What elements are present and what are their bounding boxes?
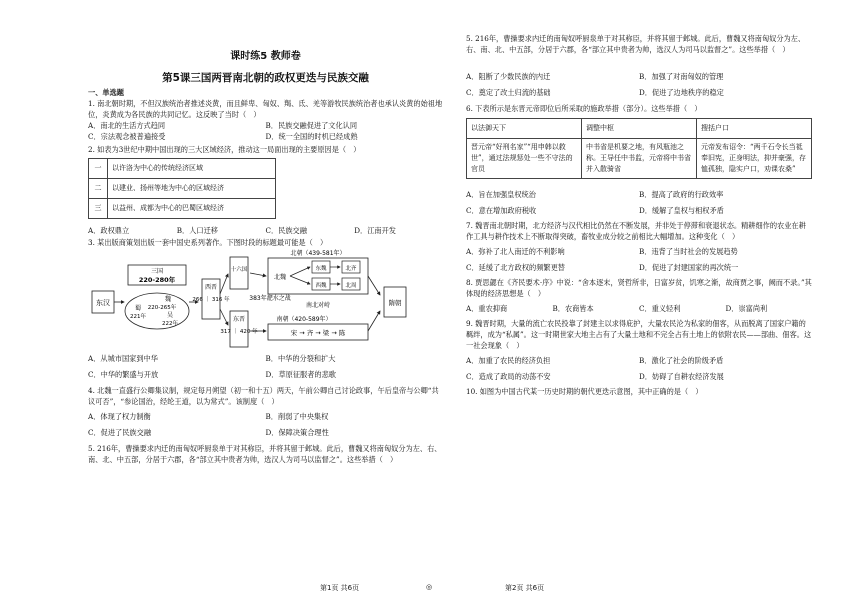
q3-option-a[interactable]: A．从城市国家到中华 bbox=[88, 354, 158, 363]
q7-option-b[interactable]: B．违背了当时社会的发展趋势 bbox=[639, 247, 738, 256]
q2-option-a[interactable]: A．政权鼎立 bbox=[88, 226, 130, 235]
nanchao-label: 南朝（420-589年） bbox=[276, 316, 332, 323]
q2-option-c[interactable]: C．民族交融 bbox=[265, 226, 307, 235]
dongwei-label: 东魏 bbox=[315, 266, 327, 272]
q4-stem: 4. 北魏一直盛行公卿集议制，规定每月朔望（初一和十五）两天，午前公卿自己讨论政事，午后皇帝与公卿“共议可否”，“参论国治，经纶王道，以为常式”。该制度（ ） bbox=[88, 386, 439, 406]
shiliu-label: 十六国 bbox=[230, 267, 248, 273]
table-row bbox=[89, 159, 276, 179]
table-row bbox=[89, 199, 276, 219]
donghan-label: 东汉 bbox=[96, 299, 110, 307]
shu-years: 221年 bbox=[130, 314, 146, 320]
left-column bbox=[88, 0, 443, 464]
xijin-years: 266 ｜ 316 年 bbox=[192, 297, 230, 303]
xiwei-label: 西魏 bbox=[315, 283, 327, 289]
sanguo-years: 220-280年 bbox=[138, 276, 176, 284]
q9-options-row2 bbox=[466, 371, 812, 382]
page-number-left: 第1页 共6页 bbox=[320, 584, 360, 592]
q5-option-b[interactable]: B．加强了对南匈奴的管理 bbox=[639, 72, 724, 81]
q5-options-row2 bbox=[466, 87, 812, 98]
q2-option-d[interactable]: D．江南开发 bbox=[354, 226, 396, 235]
q6-option-d[interactable]: D．缓解了皇权与相权矛盾 bbox=[639, 206, 724, 215]
q5-stem-continued bbox=[466, 34, 812, 66]
q1-options-row1 bbox=[88, 120, 443, 131]
xijin-label: 西晋 bbox=[204, 284, 218, 291]
q2-row-num: 三 bbox=[89, 199, 108, 219]
page-number-right: 第2页 共6页 bbox=[505, 584, 545, 592]
right-column bbox=[466, 34, 812, 397]
q3-option-c[interactable]: C．中华的繁盛与开放 bbox=[88, 370, 159, 379]
q7-option-a[interactable]: A．弥补了北人南迁的不利影响 bbox=[466, 247, 565, 256]
beiqi-label: 北齐 bbox=[345, 266, 357, 272]
q4-options-row1 bbox=[88, 411, 443, 422]
q8-option-b[interactable]: B．农商皆本 bbox=[552, 304, 594, 313]
q1-option-d[interactable]: D．统一全国的时机已经成熟 bbox=[265, 132, 358, 141]
q8-options bbox=[466, 303, 812, 314]
q6-option-c[interactable]: C．意在增加政府税收 bbox=[466, 206, 537, 215]
q9-option-a[interactable]: A．加重了农民的经济负担 bbox=[466, 356, 551, 365]
shu-label: 蜀 bbox=[134, 305, 142, 312]
wei-years: 220-265年 bbox=[147, 305, 177, 311]
q4-option-a[interactable]: A．体现了权力制衡 bbox=[88, 412, 151, 421]
q8-stem: 8. 贾思勰在《齐民要术·序》中说：“舍本逐末，贤哲所非，日富岁贫，饥寒之渐，故商贾之事，阙而不录。”其体现的经济思想是（ ） bbox=[466, 278, 812, 298]
q3-option-d[interactable]: D．草原征服者的悲歌 bbox=[265, 370, 336, 379]
q6-option-a[interactable]: A．旨在加强皇权统治 bbox=[466, 190, 536, 199]
q4-options-row2 bbox=[88, 427, 443, 438]
q1-option-c[interactable]: C．宗法观念被普遍接受 bbox=[88, 132, 166, 141]
q1-options-row2 bbox=[88, 131, 443, 142]
q4-option-b[interactable]: B．削弱了中央集权 bbox=[265, 412, 329, 421]
beiwei-label: 北魏 bbox=[273, 274, 287, 281]
q9-option-b[interactable]: B．激化了社会的阶级矛盾 bbox=[639, 356, 724, 365]
q6-head: 搜括户口 bbox=[697, 119, 812, 139]
q1-stem: 1. 南北朝时期，不但汉族统治者推述炎黄，而且鲜卑、匈奴、羯、氐、羌等游牧民族统治者也承认炎黄的始祖地位，炎黄成为各民族的共同记忆。这反映了当时（ ） bbox=[88, 99, 443, 119]
q9-option-c[interactable]: C．造成了政局的动荡不安 bbox=[466, 372, 551, 381]
page-center-mark: ◎ bbox=[426, 583, 433, 591]
sanguo-label: 三国 bbox=[150, 268, 164, 275]
q8-option-a[interactable]: A．重农抑商 bbox=[466, 304, 508, 313]
q8-option-d[interactable]: D．崇富尚利 bbox=[725, 304, 768, 313]
q1-option-b[interactable]: B．民族交融促进了文化认同 bbox=[265, 121, 358, 130]
feishui-label: 383年淝水之战 bbox=[249, 295, 291, 302]
q3-dynasty-diagram bbox=[90, 249, 410, 349]
section-heading: 一、单选题 bbox=[88, 88, 124, 97]
dongjin-label: 东晋 bbox=[232, 316, 246, 323]
q3-options-row2 bbox=[88, 369, 443, 380]
q6-cell: 中书省是机要之地，有风瓶池之称。王导任中书监，元帝将中书省并入散骑省 bbox=[582, 139, 697, 179]
q4-option-c[interactable]: C．促进了民族交融 bbox=[88, 428, 152, 437]
lesson-title: 第5课三国两晋南北朝的政权更迭与民族交融 bbox=[162, 72, 369, 84]
q8-option-c[interactable]: C．重义轻利 bbox=[639, 304, 681, 313]
q2-row-text: 以许洛为中心的传统经济区域 bbox=[108, 159, 276, 179]
q2-row-num: 二 bbox=[89, 179, 108, 199]
q3-options-row1 bbox=[88, 353, 443, 364]
nanbei-label: 南北对峙 bbox=[305, 302, 331, 309]
q5-option-a[interactable]: A．阻断了少数民族的内迁 bbox=[466, 72, 551, 81]
q6-stem: 6. 下表所示是东晋元帝即位后所采取的施政举措（部分）。这些举措（ ） bbox=[466, 104, 702, 113]
q3-option-b[interactable]: B．中华的分裂和扩大 bbox=[265, 354, 336, 363]
q2-row-text: 以益州、成都为中心的巴蜀区域经济 bbox=[108, 199, 276, 219]
q6-cell: 晋元帝“好刑名家”“用申韩以救世”，通过法规惩处一些不守法的官员 bbox=[467, 139, 582, 179]
q9-option-d[interactable]: D．妨碍了自耕农经济发展 bbox=[639, 372, 724, 381]
q6-head: 调整中枢 bbox=[582, 119, 697, 139]
wu-years: 222年 bbox=[162, 321, 178, 327]
table-row bbox=[89, 179, 276, 199]
wei-label: 魏 bbox=[164, 296, 172, 303]
q5-options-row1 bbox=[466, 71, 812, 82]
q9-options-row1 bbox=[466, 355, 812, 366]
q7-stem: 7. 魏晋南北朝时期，北方经济与汉代相比仍然在不断发展，并非处于停滞和衰退状态。精耕细作的农业在耕作工具与耕作技术上不断取得突破，畜牧业成分较之前相比大幅增加。这种变化（ ） bbox=[466, 221, 806, 241]
table-row bbox=[467, 119, 812, 139]
q2-stem: 2. 如表为3世纪中期中国出现的三大区域经济，推动这一局面出现的主要原因是（ ） bbox=[88, 145, 361, 154]
q7-option-c[interactable]: C．延缓了北方政权的频繁更替 bbox=[466, 263, 565, 272]
doc-title: 课时练5 教师卷 bbox=[230, 51, 301, 62]
q9-stem: 9. 魏晋时期，大量的流亡农民投靠了封建主以求得庇护，大量农民沦为私家的佃客，从而脱离了国家户籍的羁绊，成为“私属”。这一时期世家大地主占有了大量土地和不完全占有土地上的依附农民——部曲、佃客。这一社会现象（ ） bbox=[466, 319, 812, 350]
nanchao-sequence: 宋 → 齐 → 梁 → 陈 bbox=[290, 329, 346, 337]
q5-stem-part1: 5. 216年，曹操要求内迁的南匈奴呼厨泉单于对其称臣，并将其留于邺城。此后，曹魏又将南匈奴分为左、右、南、北、中五部，分居于六郡，各“部立其中贵者为帅，选汉人为司马以监督之”。这些举措（ ） bbox=[88, 444, 442, 464]
q1-option-a[interactable]: A．南北的生活方式趋同 bbox=[88, 121, 166, 130]
q7-options-row2 bbox=[466, 262, 812, 273]
q2-table bbox=[88, 158, 276, 219]
q2-row-num: 一 bbox=[89, 159, 108, 179]
q5-option-c[interactable]: C．奠定了改土归流的基础 bbox=[466, 88, 551, 97]
q2-row-text: 以建业、扬州等地为中心的区域经济 bbox=[108, 179, 276, 199]
q6-table bbox=[466, 118, 812, 179]
q2-options bbox=[88, 225, 443, 236]
q10-stem: 10. 如图为中国古代某一历史时期的朝代更迭示意图，其中正确的是（ ） bbox=[466, 387, 703, 396]
q3-stem: 3. 某出版商策划出版一套中国史系列著作。下图时段的标题最可能是（ ） bbox=[88, 238, 328, 247]
q6-cell: 元帝发布诏令：“两千石令长当祗奉旧宪，正身明法，抑并豪强，存恤孤独，隐实户口，劝课农桑” bbox=[697, 139, 812, 179]
q6-head: 以法御天下 bbox=[467, 119, 582, 139]
sui-label: 隋朝 bbox=[388, 299, 402, 307]
q4-option-d[interactable]: D．保障决策合理性 bbox=[265, 428, 329, 437]
dongjin-years: 317 ｜ 420 年 bbox=[220, 329, 258, 335]
wu-label: 吴 bbox=[166, 312, 174, 319]
q2-option-b[interactable]: B．人口迁移 bbox=[176, 226, 218, 235]
beichao-label: 北朝（439-581年） bbox=[290, 250, 346, 257]
q6-option-b[interactable]: B．提高了政府的行政效率 bbox=[639, 190, 724, 199]
q6-options-row1 bbox=[466, 189, 812, 200]
q5-option-d[interactable]: D．促进了边地秩序的稳定 bbox=[639, 88, 724, 97]
beizhou-label: 北周 bbox=[345, 283, 357, 289]
q7-option-d[interactable]: D．促进了封建国家的再次统一 bbox=[639, 263, 739, 272]
q5-stem-text: 5. 216年，曹操要求内迁的南匈奴呼厨泉单于对其称臣，并将其留于邺城。此后，曹魏又将南匈奴分为左、右、南、北、中五部，分居于六郡，各“部立其中贵者为帅，选汉人为司马以监督之”。这些举措（ ） bbox=[466, 34, 806, 54]
q6-options-row2 bbox=[466, 205, 812, 216]
q7-options-row1 bbox=[466, 246, 812, 257]
table-row bbox=[467, 139, 812, 179]
